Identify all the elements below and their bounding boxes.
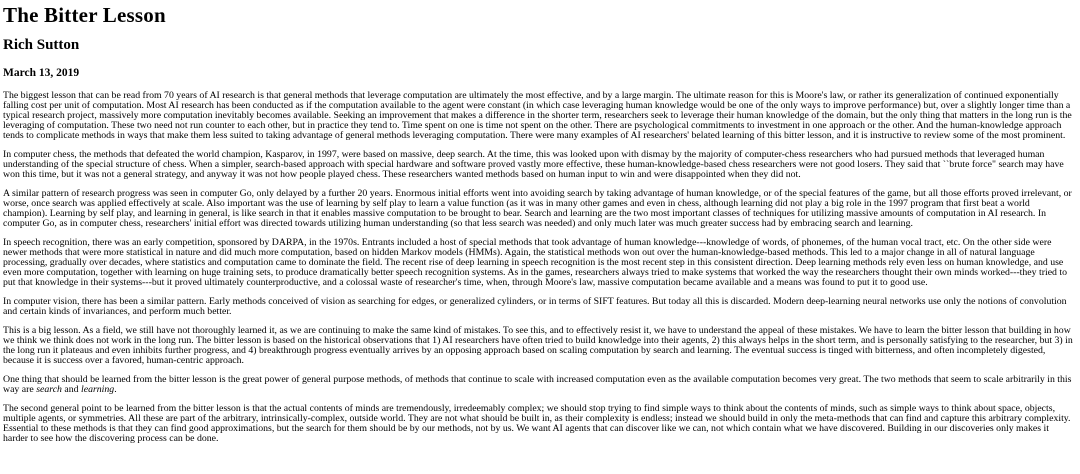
paragraph xyxy=(3,375,1076,395)
text-run: A similar pattern of research progress was seen in computer Go, only delayed by a further 20 years. Enormous initial efforts went into avoiding search by taking advantage of human knowledge, or of the special features of the game, but all those efforts proved irrelevant, or worse, once search was applied effectively at scale. Also important was the use of learning by self play to learn a value function (as it was in many other games and even in chess, although learning did not play a big role in the 1997 program that first beat a world champion). Learning by self play, and learning in general, is like search in that it enables massive computation to be brought to bear. Search and learning are the two most important classes of techniques for utilizing massive amounts of computation in AI research. In computer Go, as in computer chess, researchers' initial effort was directed towards utilizing human understanding (so that less search was needed) and only much later was much greater success had by embracing search and learning. xyxy=(3,187,1072,229)
text-run: . xyxy=(114,383,117,395)
article-body xyxy=(3,91,1076,444)
page-title: The Bitter Lesson xyxy=(3,3,166,27)
publication-date: March 13, 2019 xyxy=(3,66,80,79)
paragraph xyxy=(3,404,1076,444)
italic-text-run: search xyxy=(36,383,62,395)
text-run: In speech recognition, there was an early competition, sponsored by DARPA, in the 1970s. Entrants included a host of special methods that took advantage of human knowledge---knowledge of words, of phonemes, of the human vocal tract, etc. On the other side were newer methods that were more statistical in nature and did much more computation, based on hidden Markov models (HMMs). Again, the statistical methods won out over the human-knowledge-based methods. This led to a major change in all of natural language processing, gradually over decades, where statistics and computation came to dominate the field. The recent rise of deep learning in speech recognition is the most recent step in this consistent direction. Deep learning methods rely even less on human knowledge, and use even more computation, together with learning on huge training sets, to produce dramatically better speech recognition systems. As in the games, researchers always tried to make systems that worked the way the researchers thought their own minds worked---they tried to put that knowledge in their systems---but it proved ultimately counterproductive, and a colossal waste of researcher's time, when, through Moore's law, massive computation became available and a means was found to put it to good use. xyxy=(3,236,1068,288)
text-run: The second general point to be learned from the bitter lesson is that the actual contents of minds are tremendously, irredeemably complex; we should stop trying to find simple ways to think about the contents of minds, such as simple ways to think about space, objects, multiple agents, or symmetries. All these are part of the arbitrary, intrinsically-complex, outside world. They are not what should be built in, as their complexity is endless; instead we should build in only the meta-methods that can find and capture this arbitrary complexity. Essential to these methods is that they can find good approximations, but the search for them should be by our methods, not by us. We want AI agents that can discover like we can, not which contain what we have discovered. Building in our discoveries only makes it harder to see how the discovering process can be done. xyxy=(3,402,1071,444)
text-run: In computer vision, there has been a similar pattern. Early methods conceived of vision as searching for edges, or generalized cylinders, or in terms of SIFT features. But today all this is discarded. Modern deep-learning neural networks use only the notions of convolution and certain kinds of invariances, and perform much better. xyxy=(3,295,1067,317)
paragraph xyxy=(3,91,1076,141)
paragraph xyxy=(3,297,1076,317)
text-run: This is a big lesson. As a field, we still have not thoroughly learned it, as we are continuing to make the same kind of mistakes. To see this, and to effectively resist it, we have to understand the appeal of these mistakes. We have to learn the bitter lesson that building in how we think we think does not work in the long run. The bitter lesson is based on the historical observations that 1) AI researchers have often tried to build knowledge into their agents, 2) this always helps in the short term, and is personally satisfying to the researcher, but 3) in the long run it plateaus and even inhibits further progress, and 4) breakthrough progress eventually arrives by an opposing approach based on scaling computation by search and learning. The eventual success is tinged with bitterness, and often incompletely digested, because it is success over a favored, human-centric approach. xyxy=(3,324,1073,366)
paragraph xyxy=(3,189,1076,229)
author-name: Rich Sutton xyxy=(3,37,80,54)
paragraph xyxy=(3,326,1076,366)
paragraph xyxy=(3,150,1076,180)
text-run: In computer chess, the methods that defeated the world champion, Kasparov, in 1997, were based on massive, deep search. At the time, this was looked upon with dismay by the majority of computer-chess researchers who had pursued methods that leveraged human understanding of the special structure of chess. When a simpler, search-based approach with special hardware and software proved vastly more effective, these human-knowledge-based chess researchers were not good losers. They said that ``brute force" search may have won this time, but it was not a general strategy, and anyway it was not how people played chess. These researchers wanted methods based on human input to win and were disappointed when they did not. xyxy=(3,148,1064,180)
text-run: and xyxy=(61,383,81,395)
text-run: One thing that should be learned from the bitter lesson is the great power of general purpose methods, of methods that continue to scale with increased computation even as the available computation becomes very great. The two methods that seem to scale arbitrarily in this way are xyxy=(3,373,1072,395)
italic-text-run: learning xyxy=(81,383,115,395)
paragraph xyxy=(3,238,1076,288)
document-page xyxy=(0,4,1080,444)
text-run: The biggest lesson that can be read from 70 years of AI research is that general methods that leverage computation are ultimately the most effective, and by a large margin. The ultimate reason for this is Moore's law, or rather its generalization of continued exponentially falling cost per unit of computation. Most AI research has been conducted as if the computation available to the agent were constant (in which case leveraging human knowledge would be one of the only ways to improve performance) but, over a slightly longer time than a typical research project, massively more computation inevitably becomes available. Seeking an improvement that makes a difference in the shorter term, researchers seek to leverage their human knowledge of the domain, but the only thing that matters in the long run is the leveraging of computation. These two need not run counter to each other, but in practice they tend to. Time spent on one is time not spent on the other. There are psychological commitments to investment in one approach or the other. And the human-knowledge approach tends to complicate methods in ways that make them less suited to taking advantage of general methods leveraging computation. There were many examples of AI researchers' belated learning of this bitter lesson, and it is instructive to review some of the most prominent. xyxy=(3,89,1072,141)
